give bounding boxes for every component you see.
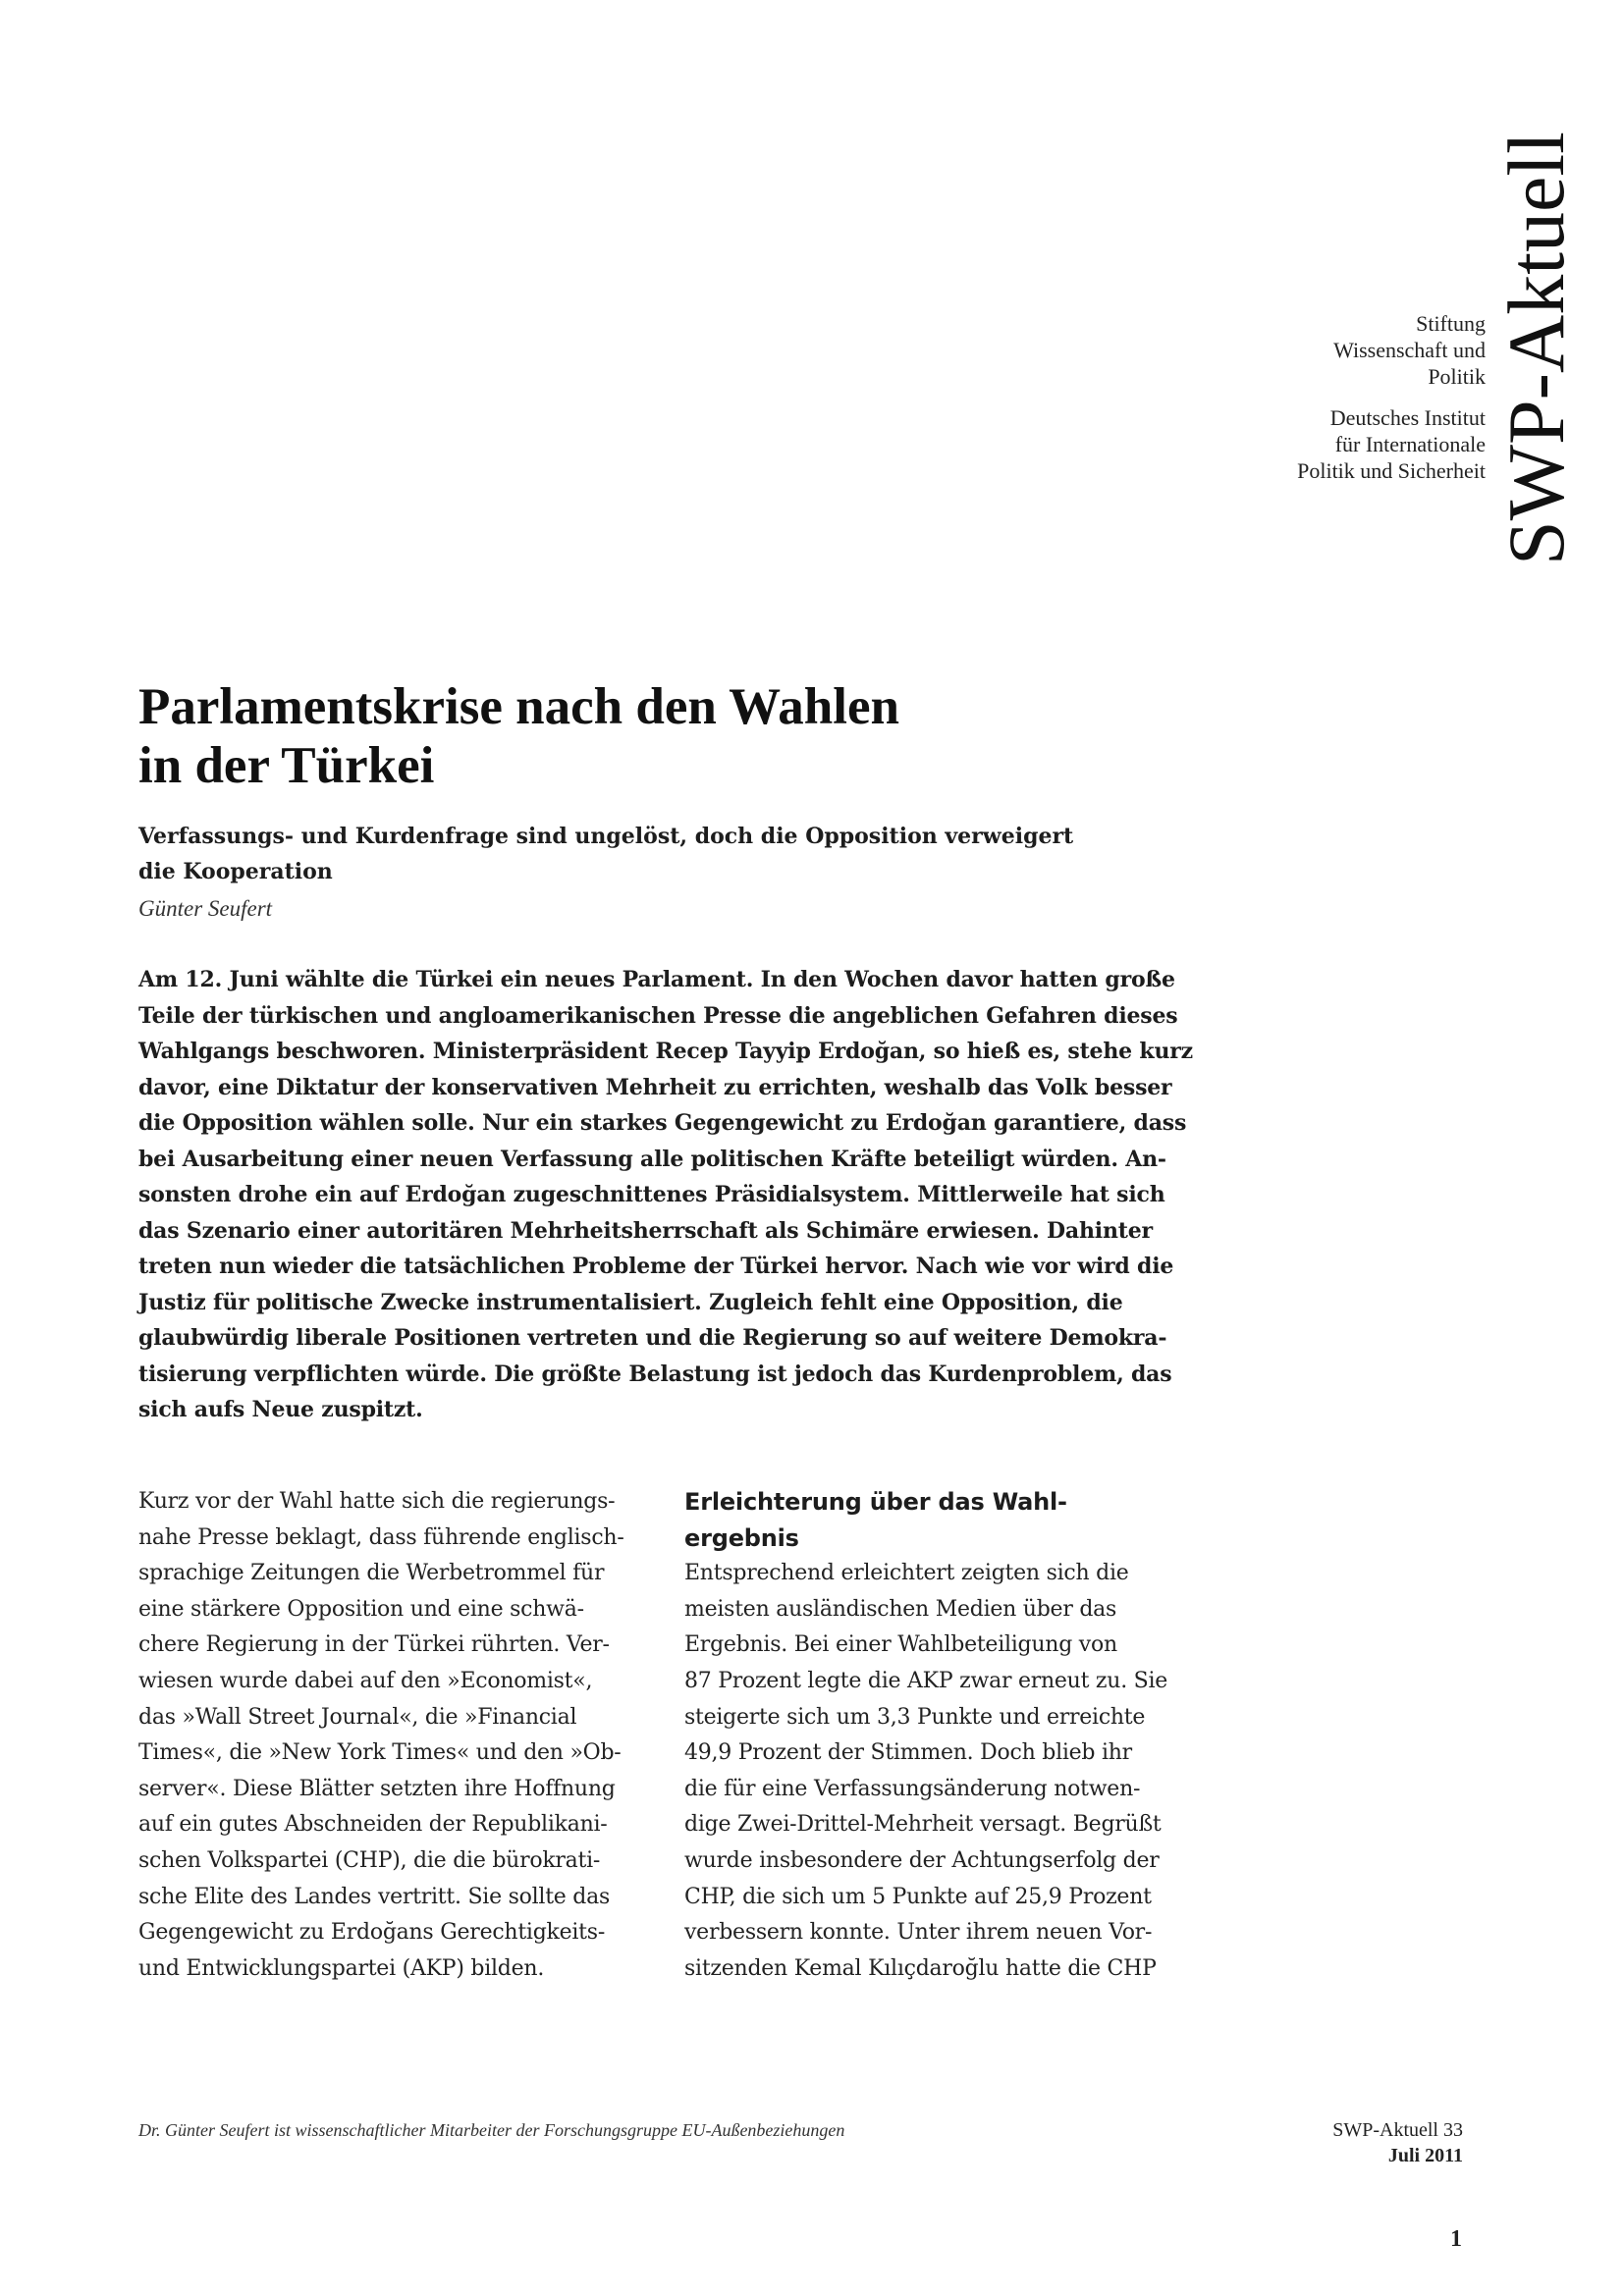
abstract-line: treten nun wieder die tatsächlichen Probleme der Türkei hervor. Nach wie vor wird die (138, 1254, 1174, 1279)
institute-block (1297, 310, 1486, 484)
abstract-line: Wahlgangs beschworen. Ministerpräsident Recep Tayyip Erdoğan, so hieß es, stehe kurz (138, 1039, 1193, 1064)
body-line: CHP, die sich um 5 Punkte auf 25,9 Prozent (684, 1884, 1152, 1909)
abstract-line: Am 12. Juni wählte die Türkei ein neues Parlament. In den Wochen davor hatten große (138, 967, 1175, 992)
institute-subtitle (1297, 404, 1486, 484)
section-heading-line: ergebnis (684, 1523, 799, 1552)
subtitle-line: die Kooperation (138, 859, 333, 884)
institute-subtitle-line: Deutsches Institut (1329, 405, 1486, 430)
body-line: nahe Presse beklagt, dass führende englisch- (138, 1524, 624, 1550)
body-line: sitzenden Kemal Kılıçdaroğlu hatte die CHP (684, 1955, 1157, 1981)
body-line: schen Volkspartei (CHP), die die bürokrati- (138, 1847, 601, 1873)
body-line: Gegengewicht zu Erdoğans Gerechtigkeits- (138, 1920, 605, 1946)
body-line: Times«, die »New York Times« und den »Ob- (138, 1740, 622, 1766)
abstract-line: die Opposition wählen solle. Nur ein starkes Gegengewicht zu Erdoğan garantiere, dass (138, 1110, 1187, 1136)
institute-subtitle-line: für Internationale (1334, 432, 1486, 456)
body-line: Kurz vor der Wahl hatte sich die regierungs- (138, 1489, 616, 1514)
body-line: wiesen wurde dabei auf den »Economist«, (138, 1668, 593, 1693)
body-line: das »Wall Street Journal«, die »Financial (138, 1704, 577, 1730)
section-heading (684, 1484, 1205, 1556)
brand-wordmark: SWP-Aktuell (1491, 132, 1581, 565)
author-footnote: Dr. Günter Seufert ist wissenschaftlicher Mitarbeiter der Forschungsgruppe EU-Außenbeziehungen (138, 2120, 845, 2140)
abstract-line: sich aufs Neue zuspitzt. (138, 1397, 423, 1422)
body-line: verbessern konnte. Unter ihrem neuen Vor- (684, 1920, 1153, 1946)
body-line: wurde insbesondere der Achtungserfolg der (684, 1847, 1160, 1873)
issue-info (1332, 2117, 1463, 2168)
institute-name-line: Stiftung (1416, 311, 1486, 336)
body-line: meisten ausländischen Medien über das (684, 1596, 1117, 1622)
abstract-line: Teile der türkischen und angloamerikanischen Presse die angeblichen Gefahren dieses (138, 1002, 1178, 1029)
body-column-right (684, 1484, 1205, 1987)
institute-name-line: Wissenschaft und (1333, 338, 1486, 362)
body-line: 49,9 Prozent der Stimmen. Doch blieb ihr (684, 1740, 1132, 1766)
title-line: in der Türkei (138, 737, 435, 794)
body-line: und Entwicklungspartei (AKP) bilden. (138, 1955, 545, 1981)
body-line: sche Elite des Landes vertritt. Sie sollte das (138, 1884, 611, 1909)
body-line: steigerte sich um 3,3 Punkte und erreichte (684, 1704, 1146, 1730)
abstract-line: davor, eine Diktatur der konservativen Mehrheit zu errichten, weshalb das Volk besser (138, 1074, 1172, 1100)
body-line: 87 Prozent legte die AKP zwar erneut zu. Sie (684, 1668, 1168, 1693)
abstract-line: sonsten drohe ein auf Erdoğan zugeschnittenes Präsidialsystem. Mittlerweile hat sich (138, 1182, 1165, 1207)
abstract-line: tisierung verpflichten würde. Die größte Belastung ist jedoch das Kurdenproblem, das (138, 1361, 1172, 1387)
body-line: auf ein gutes Abschneiden der Republikani- (138, 1812, 608, 1838)
title-line: Parlamentskrise nach den Wahlen (138, 678, 899, 735)
brand-logo (1485, 39, 1589, 658)
body-line: die für eine Verfassungsänderung notwen- (684, 1776, 1141, 1801)
body-column-left (138, 1484, 649, 1987)
body-line: Entsprechend erleichtert zeigten sich die (684, 1561, 1129, 1586)
article-title (138, 677, 1120, 795)
article-author: Günter Seufert (138, 896, 273, 921)
abstract-line: glaubwürdig liberale Positionen vertreten und die Regierung so auf weitere Demokra- (138, 1325, 1167, 1351)
body-line: dige Zwei-Drittel-Mehrheit versagt. Begrüßt (684, 1812, 1162, 1838)
page-number: 1 (1450, 2226, 1462, 2252)
institute-subtitle-line: Politik und Sicherheit (1297, 458, 1486, 483)
article-abstract (138, 962, 1228, 1428)
issue-number: SWP-Aktuell 33 (1332, 2119, 1463, 2141)
body-line: chere Regierung in der Türkei rührten. Ver- (138, 1632, 610, 1658)
abstract-line: das Szenario einer autoritären Mehrheitsherrschaft als Schimäre erwiesen. Dahinter (138, 1217, 1153, 1244)
body-line: Ergebnis. Bei einer Wahlbeteiligung von (684, 1632, 1117, 1658)
abstract-line: bei Ausarbeitung einer neuen Verfassung alle politischen Kräfte beteiligt würden. An- (138, 1146, 1166, 1172)
body-line: server«. Diese Blätter setzten ihre Hoffnung (138, 1776, 616, 1801)
subtitle-line: Verfassungs- und Kurdenfrage sind ungelöst, doch die Opposition verweigert (138, 824, 1074, 849)
body-line: eine stärkere Opposition und eine schwä- (138, 1596, 584, 1622)
article-subtitle (138, 819, 1120, 889)
issue-date: Juli 2011 (1387, 2145, 1463, 2166)
abstract-line: Justiz für politische Zwecke instrumentalisiert. Zugleich fehlt eine Opposition, die (138, 1289, 1123, 1315)
institute-name (1297, 310, 1486, 390)
institute-name-line: Politik (1428, 364, 1486, 389)
body-line: sprachige Zeitungen die Werbetrommel für (138, 1561, 605, 1586)
section-heading-line: Erleichterung über das Wahl- (684, 1488, 1067, 1516)
